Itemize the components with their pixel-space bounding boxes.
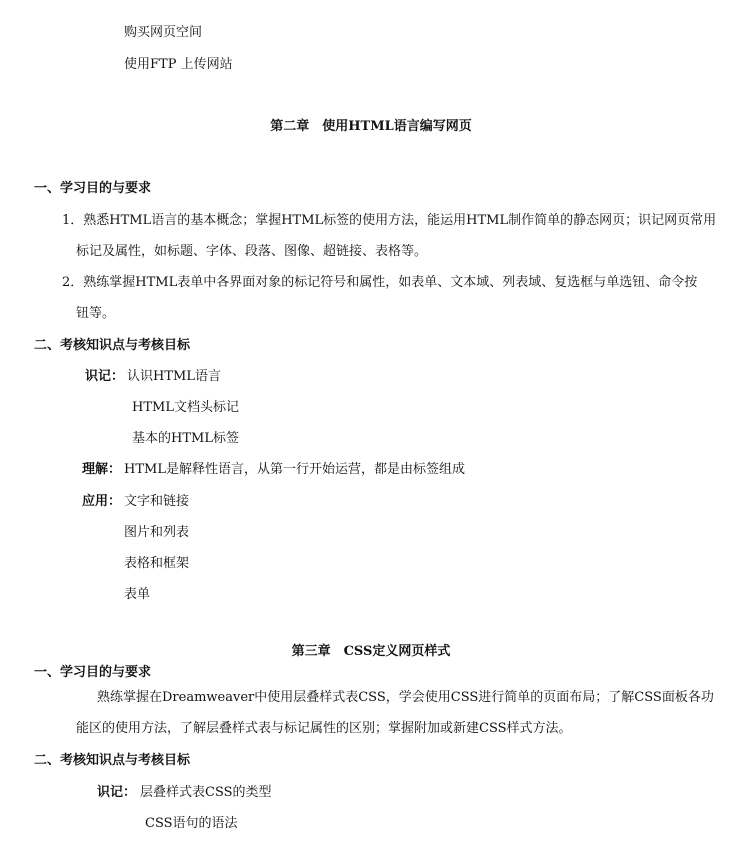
requirement-item: 2．熟练掌握HTML表单中各界面对象的标记符号和属性，如表单、文本域、列表域、复选框与单选钮、命令按 [62, 275, 698, 290]
section-heading: 一、学习目的与要求 [34, 665, 152, 680]
text-line: 使用FTP 上传网站 [124, 57, 233, 72]
knowledge-item: 认识HTML语言 [127, 369, 221, 384]
requirement-continuation: 标记及属性，如标题、字体、段落、图像、超链接、表格等。 [76, 244, 428, 259]
knowledge-item: HTML文档头标记 [132, 400, 239, 415]
requirement-continuation: 钮等。 [76, 306, 116, 321]
requirement-item: 1．熟悉HTML语言的基本概念；掌握HTML标签的使用方法，能运用HTML制作简单的静态网页；识记网页常用 [62, 213, 717, 228]
knowledge-item: 层叠样式表CSS的类型 [140, 785, 272, 800]
label-lijie: 理解： [82, 462, 122, 477]
knowledge-item: 文字和链接 [124, 494, 190, 509]
knowledge-item: CSS语句的语法 [145, 816, 238, 831]
section-heading: 一、学习目的与要求 [34, 181, 152, 196]
chapter-title: 第三章 CSS定义网页样式 [291, 644, 451, 659]
knowledge-item: 表格和框架 [124, 556, 190, 571]
requirement-item: 熟练掌握在Dreamweaver中使用层叠样式表CSS，学会使用CSS进行简单的页面布局；了解CSS面板各功 [97, 690, 714, 705]
knowledge-item: 基本的HTML标签 [132, 431, 239, 446]
knowledge-item: HTML是解释性语言，从第一行开始运营，都是由标签组成 [124, 462, 465, 477]
knowledge-item: 图片和列表 [124, 525, 190, 540]
text-line: 购买网页空间 [124, 25, 203, 40]
label-shiji: 识记： [97, 785, 137, 800]
requirement-continuation: 能区的使用方法，了解层叠样式表与标记属性的区别；掌握附加或新建CSS样式方法。 [76, 721, 572, 736]
knowledge-item: 表单 [124, 587, 151, 602]
section-heading: 二、考核知识点与考核目标 [34, 338, 191, 353]
label-yingyong: 应用： [82, 494, 122, 509]
label-shiji: 识记： [85, 369, 125, 384]
chapter-title: 第二章 使用HTML语言编写网页 [270, 119, 472, 134]
section-heading: 二、考核知识点与考核目标 [34, 753, 191, 768]
